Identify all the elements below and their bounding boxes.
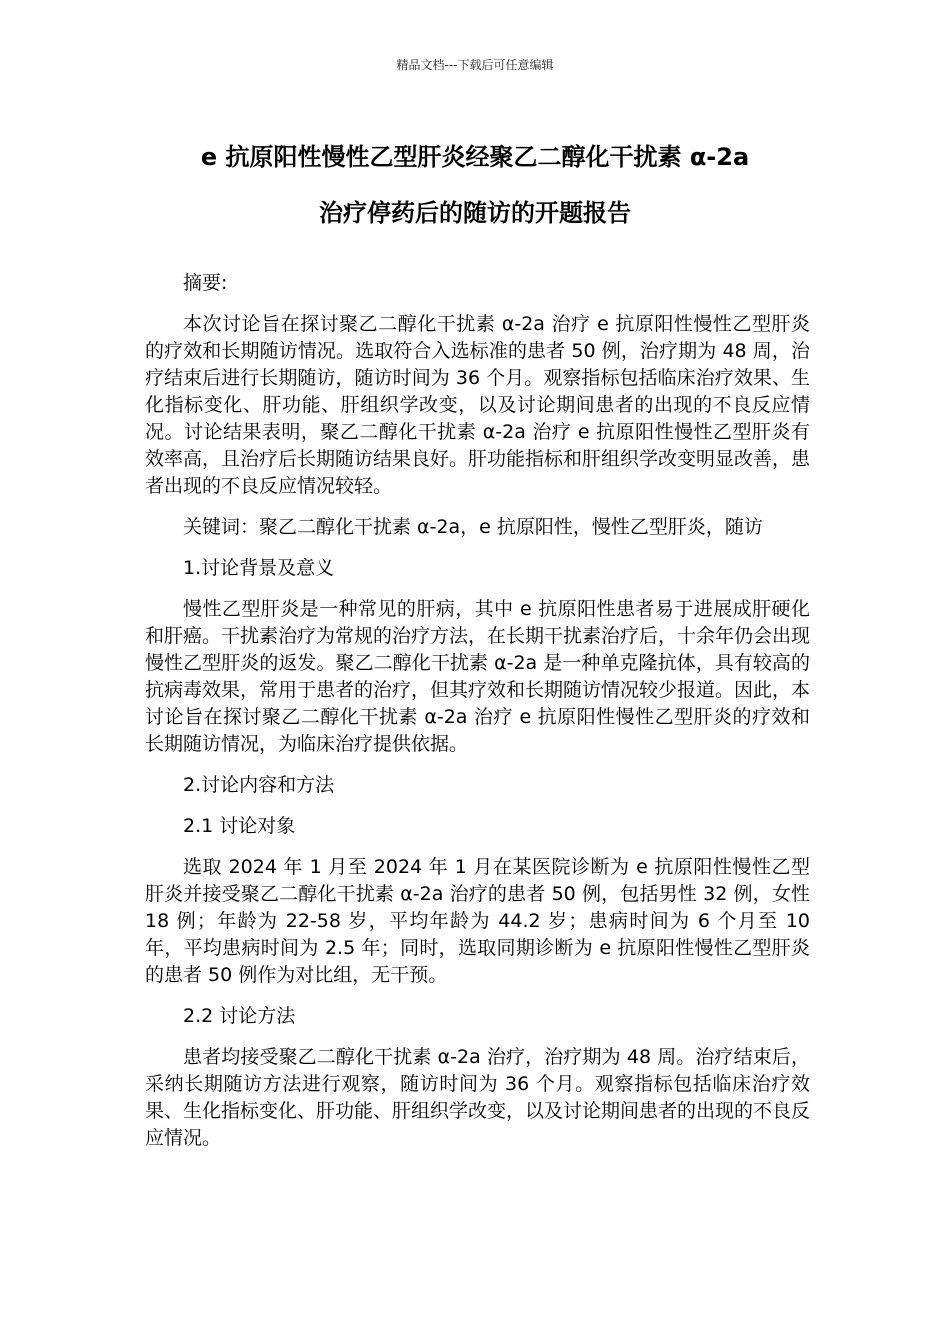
section-2-2-paragraph: 患者均接受聚乙二醇化干扰素 α-2a 治疗，治疗期为 48 周。治疗结束后，采纳长期随访方法进行观察，随访时间为 36 个月。观察指标包括临床治疗效果、生化指标变化、肝功能、肝组织学改变，以及讨论期间患者的出现的不良反应情况。 — [145, 1046, 811, 1149]
abstract-paragraph: 本次讨论旨在探讨聚乙二醇化干扰素 α-2a 治疗 e 抗原阳性慢性乙型肝炎的疗效和长期随访情况。选取符合入选标准的患者 50 例，治疗期为 48 周，治疗结束后进行长期随访，随访时间为 36 个月。观察指标包括临床治疗效果、生化指标变化、肝功能、肝组织学改变，以及讨论期间患者的出现的不良反应情况。讨论结果表明，聚乙二醇化干扰素 α-2a 治疗 e 抗原阳性慢性乙型肝炎有效率高，且治疗后长期随访结果良好。肝功能指标和肝组织学改变明显改善，患者出现的不良反应情况较轻。 — [145, 313, 811, 497]
section-1-heading: 1.讨论背景及意义 — [183, 557, 335, 579]
section-1-paragraph: 慢性乙型肝炎是一种常见的肝病，其中 e 抗原阳性患者易于进展成肝硬化和肝癌。干扰素治疗为常规的治疗方法，在长期干扰素治疗后，十余年仍会出现慢性乙型肝炎的返发。聚乙二醇化干扰素 α-2a 是一种单克隆抗体，具有较高的抗病毒效果，常用于患者的治疗，但其疗效和长期随访情况较少报道。因此，本讨论旨在探讨聚乙二醇化干扰素 α-2a 治疗 e 抗原阳性慢性乙型肝炎的疗效和长期随访情况，为临床治疗提供依据。 — [145, 598, 811, 755]
abstract-label: 摘要: — [183, 272, 228, 294]
section-2-2-heading: 2.2 讨论方法 — [183, 1005, 296, 1027]
title-line-1: e 抗原阳性慢性乙型肝炎经聚乙二醇化干扰素 α-2a — [200, 143, 750, 171]
header-note: 精品文档---下载后可任意编辑 — [396, 58, 554, 72]
title-line-2: 治疗停药后的随访的开题报告 — [319, 199, 631, 227]
document-body — [145, 270, 810, 1166]
section-2-1-paragraph: 选取 2024 年 1 月至 2024 年 1 月在某医院诊断为 e 抗原阳性慢性乙型肝炎并接受聚乙二醇化干扰素 α-2a 治疗的患者 50 例，包括男性 32 例，女性 18 例；年龄为 22-58 岁，平均年龄为 44.2 岁；患病时间为 6 个月至 10 年，平均患病时间为 2.5 年；同时，选取同期诊断为 e 抗原阳性慢性乙型肝炎的患者 50 例作为对比组，无干预。 — [145, 856, 810, 986]
keywords-paragraph: 关键词：聚乙二醇化干扰素 α-2a，e 抗原阳性，慢性乙型肝炎，随访 — [183, 516, 763, 538]
section-2-heading: 2.讨论内容和方法 — [183, 774, 335, 796]
section-2-1-heading: 2.1 讨论对象 — [183, 815, 296, 837]
